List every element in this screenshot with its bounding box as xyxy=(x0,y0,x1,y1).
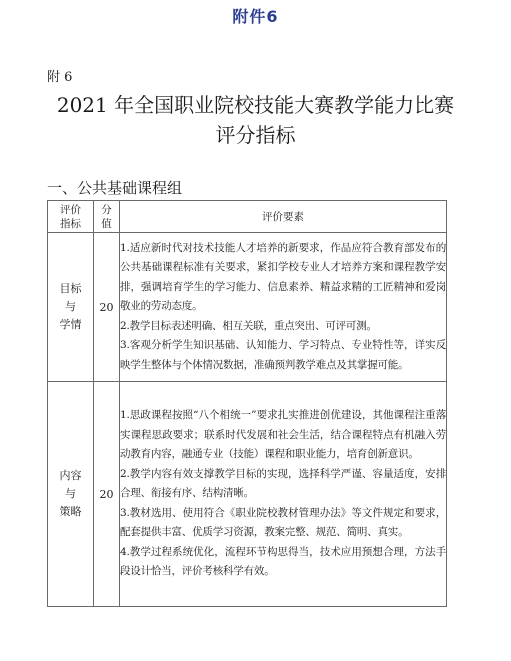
table-row xyxy=(48,382,447,607)
document-title-line1: 2021 年全国职业院校技能大赛教学能力比赛 xyxy=(56,93,455,117)
header-score-line1: 分 xyxy=(101,203,112,216)
document-title xyxy=(0,90,511,150)
scoring-table xyxy=(47,200,447,607)
requirement-item: 2.教学内容有效支撑教学目标的实现，选择科学严谨、容量适度，安排合理、衔接有序、结构清晰。 xyxy=(120,467,446,500)
requirement-item: 3.客观分析学生知识基础、认知能力、学习特点、专业特性等，详实反映学生整体与个体情况数据，准确预判教学难点及其掌握可能。 xyxy=(120,339,446,371)
header-score-line2: 值 xyxy=(101,217,112,230)
indicator-cell xyxy=(48,382,94,607)
section-heading: 一、公共基础课程组 xyxy=(47,179,183,197)
requirement-item: 1.适应新时代对技术技能人才培养的新要求，作品应符合教育部发布的公共基础课程标准有关要求，紧扣学校专业人才培养方案和课程教学安排，强调培育学生的学习能力、信息素养、精益求精的工匠精神和爱岗敬业的劳动态度。 xyxy=(120,241,446,313)
indicator-text: 目标 xyxy=(59,282,82,295)
table-header-row xyxy=(48,201,447,233)
requirements-cell xyxy=(120,382,447,607)
attachment-header: 附件6 xyxy=(232,7,279,26)
indicator-text: 与 xyxy=(65,487,76,500)
indicator-text: 与 xyxy=(65,300,76,313)
requirement-item: 2.教学目标表述明确、相互关联，重点突出、可评可测。 xyxy=(120,319,377,332)
header-indicator-line1: 评价 xyxy=(60,203,81,216)
indicator-cell xyxy=(48,233,94,382)
requirement-item: 4.教学过程系统优化，流程环节构思得当，技术应用预想合理，方法手段设计恰当，评价考核科学有效。 xyxy=(120,545,446,578)
requirement-item: 1.思政课程按照“八个相统一”要求扎实推进创优建设，其他课程注重落实课程思政要求；联系时代发展和社会生活，结合课程特点有机融入劳动教育内容，融通专业（技能）课程和职业能力，培育创新意识。 xyxy=(120,409,446,461)
indicator-text: 内容 xyxy=(59,469,82,482)
indicator-text: 策略 xyxy=(59,505,82,518)
table-row xyxy=(48,233,447,382)
requirements-cell xyxy=(120,233,447,382)
header-score xyxy=(94,201,120,233)
header-indicator-line2: 指标 xyxy=(60,217,81,230)
header-indicator xyxy=(48,201,94,233)
indicator-text: 学情 xyxy=(59,318,82,331)
annex-label: 附 6 xyxy=(47,70,73,85)
header-requirements: 评价要素 xyxy=(120,201,447,233)
score-cell: 20 xyxy=(94,233,120,382)
document-title-line2: 评分指标 xyxy=(215,123,296,147)
score-cell: 20 xyxy=(94,382,120,607)
requirement-item: 3.教材选用、使用符合《职业院校教材管理办法》等文件规定和要求，配套提供丰富、优质学习资源，教案完整、规范、简明、真实。 xyxy=(120,506,446,539)
